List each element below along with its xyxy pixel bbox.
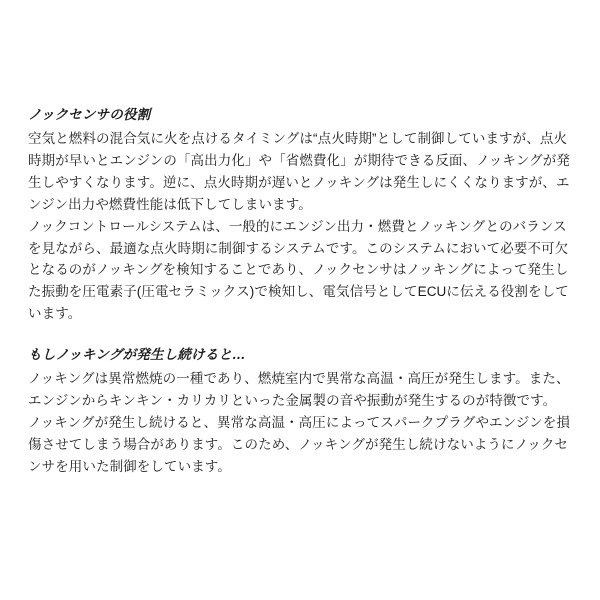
section-paragraph: 空気と燃料の混合気に火を点けるタイミングは“点火時期”として制御していますが、点火時期が早いとエンジンの「高出力化」や「省燃費化」が期待できる反面、ノッキングが発生しやすくなります。逆に、点火時期が遅いとノッキングは発生しにくくなりますが、エンジン出力や燃費性能は低下してしまいます。 xyxy=(28,131,570,212)
document-content xyxy=(28,105,574,498)
section-if-knocking-continues xyxy=(28,345,574,478)
section-heading: ノックセンサの役割 xyxy=(28,107,151,122)
section-knock-sensor-role xyxy=(28,105,574,325)
section-paragraph: ノッキングが発生し続けると、異常な高温・高圧によってスパークプラグやエンジンを損傷させてしまう場合があります。このため、ノッキングが発生し続けないようにノックセンサを用いた制御をしています。 xyxy=(28,414,570,474)
section-paragraph: ノックコントロールシステムは、一般的にエンジン出力・燃費とノッキングとのバランスを見ながら、最適な点火時期に制御するシステムです。このシステムにおいて必要不可欠となるのがノッキングを検知することであり、ノックセンサはノッキングによって発生した振動を圧電素子(圧電セラミックス)で検知し、電気信号としてECUに伝える役割をしています。 xyxy=(28,218,569,322)
section-heading: もしノッキングが発生し続けると… xyxy=(28,346,246,362)
section-paragraph: ノッキングは異常燃焼の一種であり、燃焼室内で異常な高温・高圧が発生します。また、エンジンからキンキン・カリカリといった金属製の音や振動が発生するのが特徴です。 xyxy=(28,371,570,409)
